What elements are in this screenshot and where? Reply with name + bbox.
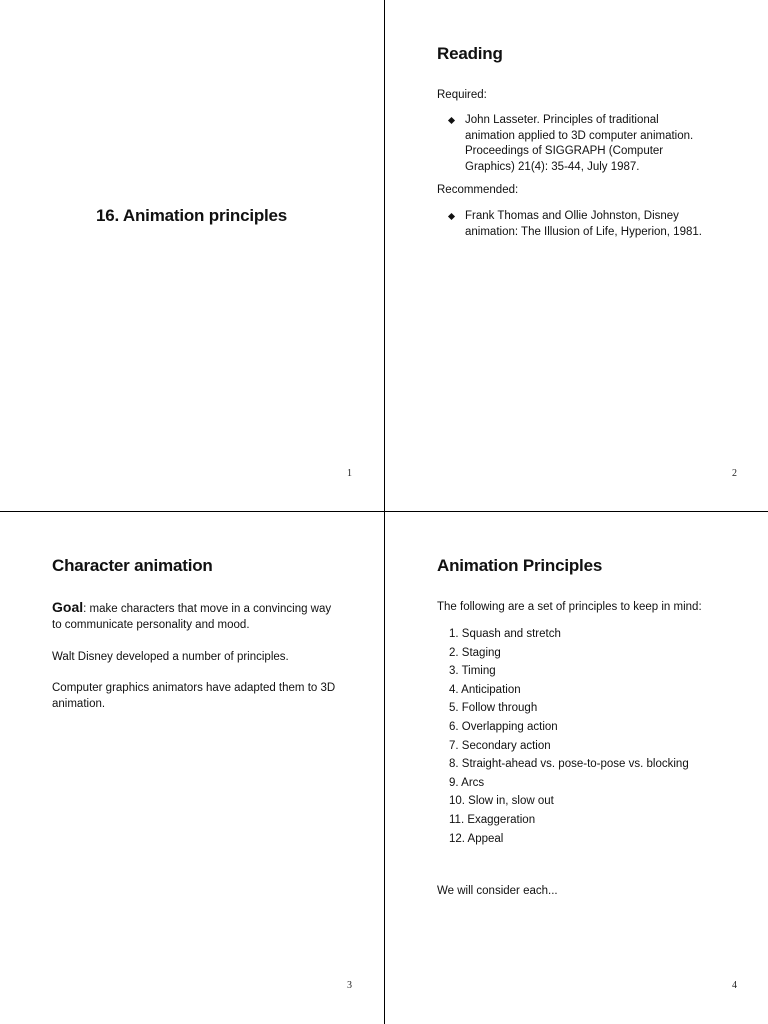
list-item: 9. Arcs bbox=[449, 776, 485, 789]
slide-4-number: 4 bbox=[732, 980, 737, 991]
principles-outro: We will consider each... bbox=[437, 885, 558, 897]
list-item: 7. Secondary action bbox=[449, 739, 551, 752]
list-item: 11. Exaggeration bbox=[449, 813, 536, 826]
list-item: 3. Timing bbox=[449, 665, 496, 678]
list-item: 2. Staging bbox=[449, 646, 501, 659]
list-item bbox=[437, 113, 707, 175]
list-item: 12. Appeal bbox=[449, 832, 504, 845]
recommended-label: Recommended: bbox=[437, 184, 519, 196]
list-item: 4. Anticipation bbox=[449, 683, 521, 696]
goal-word: Goal bbox=[52, 599, 84, 615]
slide-4 bbox=[385, 512, 768, 1022]
slide-3-number: 3 bbox=[347, 980, 352, 991]
slide-3 bbox=[0, 512, 383, 1022]
slide-2-title: Reading bbox=[437, 44, 503, 63]
principles-list bbox=[449, 625, 689, 848]
slide-1 bbox=[0, 0, 383, 510]
required-label: Required: bbox=[437, 89, 487, 101]
goal-paragraph bbox=[52, 600, 342, 633]
slide-2-number: 2 bbox=[732, 468, 737, 479]
list-item: 8. Straight-ahead vs. pose-to-pose vs. blocking bbox=[449, 758, 689, 771]
goal-text: : make characters that move in a convincing way to communicate personality and mood. bbox=[52, 603, 332, 631]
reading-citation: Frank Thomas and Ollie Johnston, Disney animation: The Illusion of Life, Hyperion, 1981. bbox=[465, 210, 702, 238]
list-item: 5. Follow through bbox=[449, 702, 538, 715]
diamond-bullet-icon bbox=[448, 117, 455, 124]
adaptation-paragraph: Computer graphics animators have adapted them to 3D animation. bbox=[52, 682, 336, 710]
required-list bbox=[437, 113, 707, 175]
slide-2 bbox=[385, 0, 768, 510]
disney-paragraph: Walt Disney developed a number of principles. bbox=[52, 651, 289, 663]
list-item bbox=[437, 209, 707, 240]
list-item: 1. Squash and stretch bbox=[449, 628, 561, 640]
slide-4-title: Animation Principles bbox=[437, 556, 603, 575]
reading-citation: John Lasseter. Principles of traditional animation applied to 3D computer animation. Proceedings of SIGGRAPH (Computer Graphics) 21(4): 35-44, July 1987. bbox=[465, 114, 694, 173]
slide-1-title: 16. Animation principles bbox=[96, 206, 288, 225]
list-item: 10. Slow in, slow out bbox=[449, 795, 554, 808]
diamond-bullet-icon bbox=[448, 213, 455, 220]
slide-1-number: 1 bbox=[347, 468, 352, 479]
principles-intro: The following are a set of principles to keep in mind: bbox=[437, 601, 702, 613]
list-item: 6. Overlapping action bbox=[449, 720, 558, 733]
slide-3-title: Character animation bbox=[52, 556, 213, 575]
recommended-list bbox=[437, 209, 707, 240]
